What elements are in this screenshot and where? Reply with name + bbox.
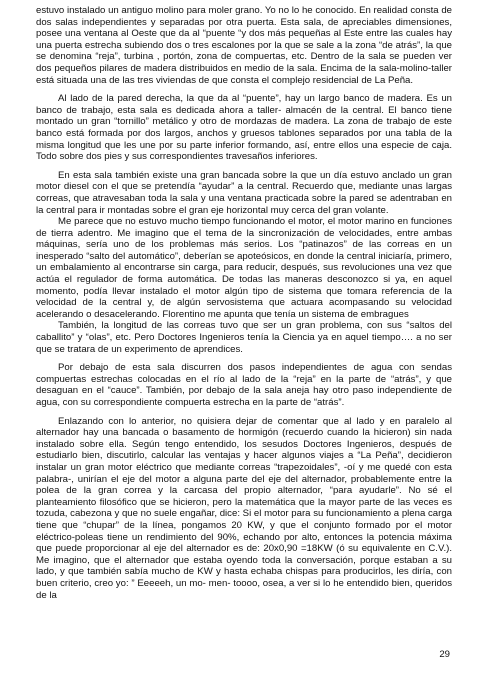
paragraph-water-passages: Por debajo de esta sala discurren dos pasos independientes de agua con sendas compuertas estrechas colocadas en el río al lado de la “reja” en la parte de “atrás”, y que desaguan en el “cauce”. También, por debajo de la sala aneja hay otro paso independiente de agua, con su correspondiente compuerta estrecha en la parte de “atrás”. xyxy=(36,362,452,408)
paragraph-belt-length: También, la longitud de las correas tuvo que ser un gran problema, con sus “saltos del caballito” y “olas”, etc. Pero Doctores Ingenieros tenía la Ciencia ya en aquel tiempo…. a no ser que se tratara de un experimento de aprendices. xyxy=(36,320,452,355)
paragraph-work-bench: Al lado de la pared derecha, la que da al “puente”, hay un largo banco de madera. Es un banco de trabajo, esta sala es dedicada ahora a taller- almacén de la central. El banco tiene montado un gran “tornillo” metálico y otro de mordazas de madera. La zona de trabajo de este banco está formada por dos largos, anchos y gruesos tablones separados por una tabla de la misma longitud que les une por su parte inferior formando, así, entre ellos una especie de caja. Todo sobre dos pies y sus correspondientes travesaños inferiores. xyxy=(36,93,452,163)
paragraph-electric-motor: Enlazando con lo anterior, no quisiera dejar de comentar que al lado y en paralelo al alternador hay una bancada o basamento de hormigón (recuerdo cuando la hicieron) sin nada instalado sobre ella. Según tengo entendido, los sesudos Doctores Ingenieros, después de estudiarlo bien, discutirlo, calcular las ventajas y hacer algunos viajes a “La Peña”, decidieron instalar un gran motor eléctrico que mediante correas “trapezoidales”, -oí y me quedé con esta palabra-, unirían el eje del motor a alguna parte del eje del alternador, probablemente entre la polea de la gran correa y la carcasa del propio alternador, “para ayudarle”. No sé el planteamiento filosófico que se hicieron, pero la matemática que la mayor parte de las veces es tozuda, cabezona y que no suele engañar, dice: Si el motor para su funcionamiento a plena carga tiene que “chupar” de la línea, pongamos 20 KW, y que el conjunto formado por el motor eléctrico-poleas tiene un rendimiento del 90%, echando por alto, entonces la potencia máxima que puede proporcionar al eje del alternador es de: 20x0,90 =18KW (ó su equivalente en C.V.). Me imagino, que el alternador que estaba oyendo toda la conversación, porque estaban a su lado, y que también sabía mucho de KW y hasta echaba chispas para producirlos, les diría, con buen criterio, creo yo: ” Eeeeeh, un mo- men- toooo, osea, a ver si lo he entendido bien, queridos de la xyxy=(36,415,452,601)
page-number: 29 xyxy=(439,649,450,661)
paragraph-molino-description: estuvo instalado un antiguo molino para moler grano. Yo no lo he conocido. En realidad consta de dos salas independientes y separadas por otra puerta. Esta sala, de apreciables dimensiones, posee una ventana al Oeste que da al “puente “y dos más pequeñas al Este entre las cuales hay una puerta estrecha subiendo dos o tres escalones por la que se sale a la zona “de atrás”, la que se denomina “reja”, turbina , portón, zona de compuertas, etc. Dentro de la sala se pueden ver dos pequeños pilares de madera distribuidos en medio de la sala. Encima de la sala-molino-taller está situada una de las tres viviendas de que consta el complejo residencial de La Peña. xyxy=(36,5,452,86)
paragraph-marine-motor: Me parece que no estuvo mucho tiempo funcionando el motor, el motor marino en funciones de tierra adentro. Me imagino que el tema de la sincronización de velocidades, entre ambas máquinas, sería uno de los problemas más serios. Los “patinazos” de las correas en un inesperado “salto del automático”, deberían se apoteósicos, en donde la central iniciaría, primero, un embalamiento al encontrarse sin carga, para reducir, después, sus revoluciones una vez que actúa el regulador de forma automática. De todas las maneras desconozco si ya, en aquel momento, podía llevar instalado el motor algún tipo de sistema que tomara referencia de la velocidad de la central y, de algún servosistema que actuara acompasando su velocidad acelerando o desacelerando. Florentino me apunta que tenía un sistema de embragues xyxy=(36,216,452,320)
paragraph-diesel-motor: En esta sala también existe una gran bancada sobre la que un día estuvo anclado un gran motor diesel con el que se pretendía “ayudar” a la central. Recuerdo que, mediante unas largas correas, que atravesaban toda la sala y una ventana practicada sobre la pared se adentraban en la central para ir montadas sobre el gran eje horizontal muy cerca del gran volante. xyxy=(36,169,452,216)
